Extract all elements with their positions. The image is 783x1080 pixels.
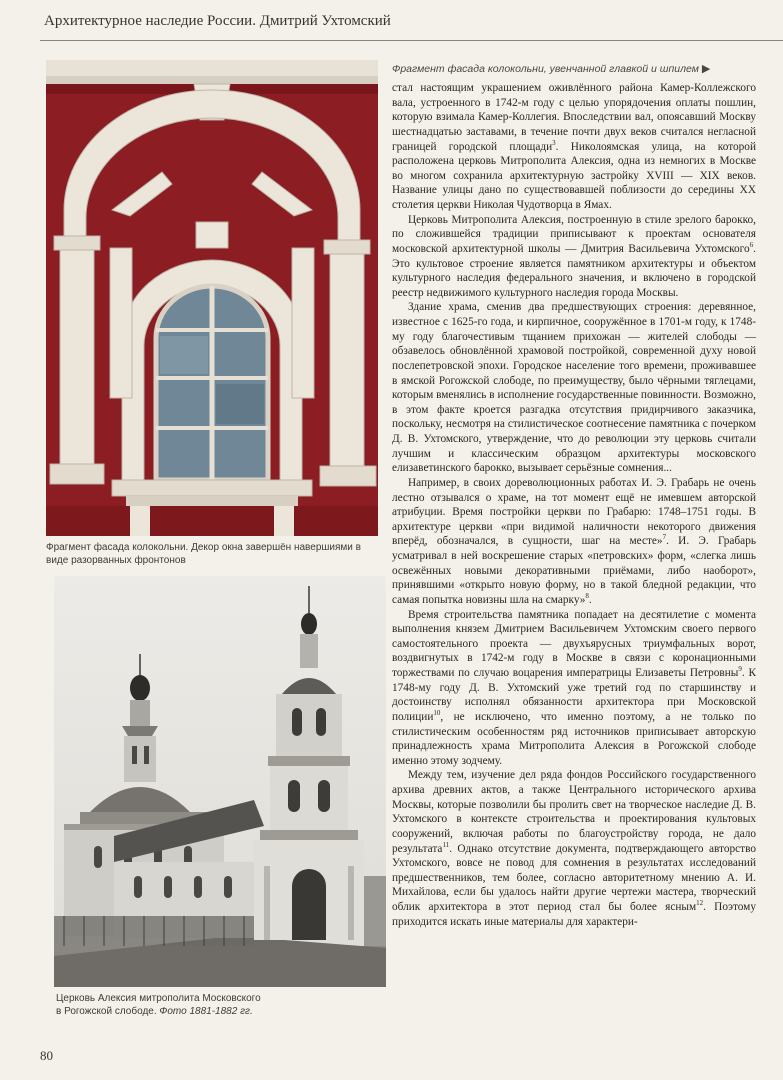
paragraph-6: Между тем, изучение дел ряда фондов Российского государственного архива древних актов, а также Центрального исторического архива Москвы, которые позволили бы пролить свет на творческое наследие Д. В. Ухтомского в контексте строительства и проектирования культовых сооружений, включая работы по благоустройству города, не дало результата$^{11}$. Однако отсутствие документа, подтверждающего авторство Ухтомского, вовсе не повод для сомнения в результатах исследований предшественников, тем более, согласно авторитетному мнению А. И. Михайлова, если бы удалось найти другие чертежи мастера, творческий облик архитектора в этот период стал бы более ясным$^{12}$. Поэтому приходится искать иные материалы для характери- <box>392 769 756 928</box>
running-header-title: Архитектурное наследие России. Дмитрий Ухтомский <box>44 13 391 29</box>
church-historical-photo <box>54 576 386 987</box>
page-number: 80 <box>40 1048 53 1063</box>
running-header <box>40 10 783 41</box>
paragraph-5: Время строительства памятника попадает на десятилетие с момента выполнения князем Дмитрием Васильевичем Ухтомским своего первого самостоятельного проекта — двухъярусных триумфальных ворот, воздвигнутых в 1742-м году в Москве в связи с коронационными торжествами по случаю воцарения императрицы Елизаветы Петровны$^9$. К 1748-му году Д. В. Ухтомский уже третий год по старшинству и достоинству исполнял обязанности архитектора при Московской полиции$^{10}$, не исключено, что именно поэтому, а не только по стилистическим особенностям ряд источников приписывает авторскую принадлежность храма Митрополита Алексия в Рогожской слободе именно этому зодчему. <box>392 608 756 767</box>
church-illustration <box>54 576 386 987</box>
paragraph-3: Здание храма, сменив два предшествующих строения: деревянное, известное с 1625-го года, и кирпичное, сооружённое в 1701-м году, к 1748-му году благочестивым тщанием прихожан — жителей слободы — обзавелось обновлённой храмовой постройкой, современной духу новой послепетровской эпохи. Городское население того времени, проживавшее в ямской Рогожской слободе, по преимуществу, было чёрными тяглецами, которым вменялись в исполнение государственные повинности. Возможно, в этом факте кроется разгадка отсутствия придирчивого заказчика, поскольку, несмотря на стилистическое соотнесение памятника с почерком Д. В. Ухтомского, утверждение, что до революции эту церковь считали лучшим и классическим образцом архитектуры московского елизаветинского барокко, вызывает серьёзные сомнения... <box>392 301 756 475</box>
facade-window-illustration <box>46 60 378 536</box>
church-caption-line2: в Рогожской слободе. <box>56 1006 157 1017</box>
church-caption-line1: Церковь Алексия митрополита Московского <box>56 993 261 1004</box>
paragraph-1: стал настоящим украшением оживлённого района Камер-Коллежского вала, устроенного в 1742-м году с целью упорядочения оплаты пошлин, которую взимала Камер-Коллегия. Впоследствии вал, опоясавший Москву шестнадцатью заставами, в течение почти двух веков считался негласной границей городской площади$^3$. Николоямская улица, на которой расположена церковь Митрополита Алексия, одна из немногих в Москве во многом сохранила архитектурную застройку XVIII — XIX веков. Название улицы дано по существовавшей поблизости до середины XX столетия церкви Николая Чудотворца в Ямах. <box>392 82 756 211</box>
facade-window-photo <box>46 60 378 536</box>
bell-tower-caption <box>392 62 756 75</box>
church-photo-caption <box>56 992 386 1018</box>
church-photo-credit: Фото 1881-1882 гг. <box>159 1006 253 1017</box>
main-text-column <box>392 62 756 929</box>
paragraph-4: Например, в своих дореволюционных работах И. Э. Грабарь не очень лестно отзывался о храме, на тот момент ещё не имевшем авторской атрибуции. Время постройки церкви по Грабарю: 1748–1751 годы. В архитектуре церкви «при видимой наличности некоторого движения вперёд, обозначался, в сущности, шаг на месте»$^7$. И. Э. Грабарь усматривал в ней воскрешение старых «петровских» форм, «слегка лишь освежённых новыми декоративными приёмами, либо наоборот», принявшими «открыто новую форму, но в такой бледной редакции, что самая попытка новизны шла на смарку»$^8$. <box>392 476 756 606</box>
bell-tower-caption-text: Фрагмент фасада колокольни, увенчанной главкой и шпилем <box>392 63 699 75</box>
triangle-right-icon: ▶ <box>701 63 711 75</box>
paragraph-2: Церковь Митрополита Алексия, построенную в стиле зрелого барокко, по сложившейся традиции приписывают к проектам основателя московской архитектурной школы — Дмитрия Васильевича Ухтомского$^6$. Это культовое строение является памятником архитектуры и объектом культурного наследия федерального значения, и включено в городской реестр недвижимого культурного наследия города Москвы. <box>392 213 756 299</box>
window-photo-caption: Фрагмент фасада колокольни. Декор окна завершён навершиями в виде разорванных фронтонов <box>46 542 361 566</box>
